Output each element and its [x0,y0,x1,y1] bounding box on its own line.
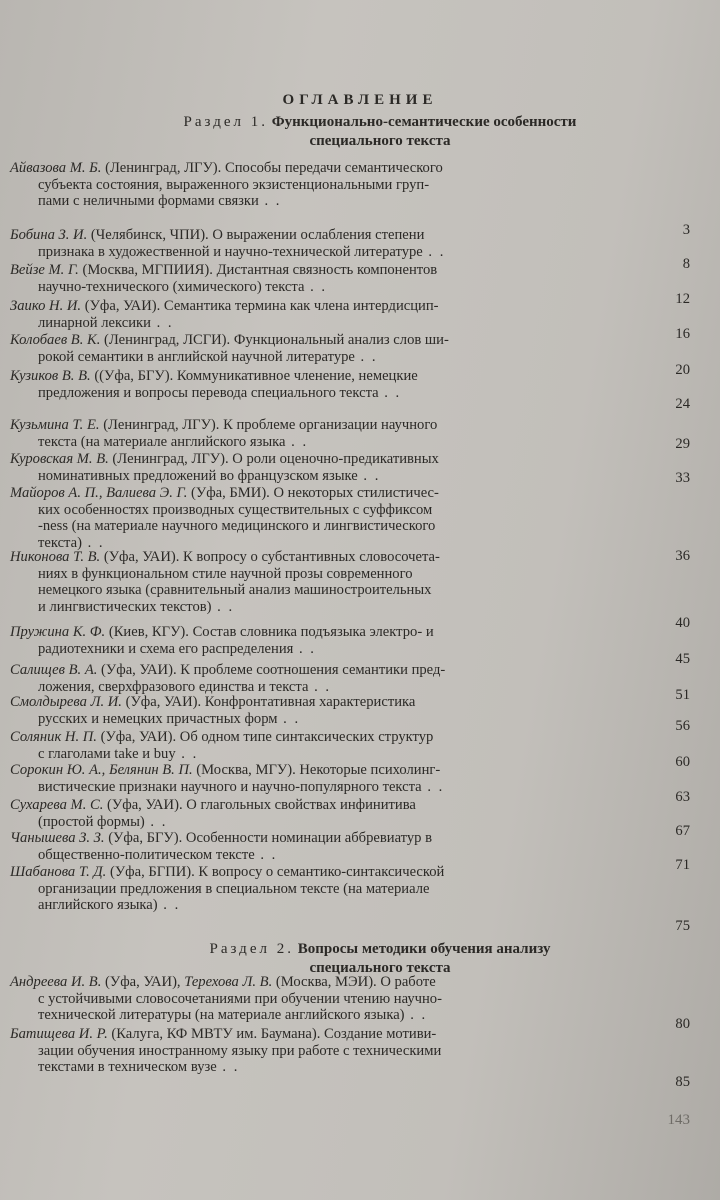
toc-entry-continuation: с устойчивыми словосочетаниями при обучении чтению научно- [38,990,442,1007]
toc-entry-text: (Уфа, БМИ). О некоторых стилистичес- [187,485,439,501]
toc-page-number: 80 [675,1016,690,1032]
toc-entry [10,451,630,484]
toc-entry-author: Салищев В. А. [10,662,98,678]
dot-leader: . . [285,433,309,450]
toc-entry-continuation: организации предложения в специальном тексте (на материале [38,880,430,897]
toc-entry-first-line [10,1026,630,1043]
toc-page-number: 60 [675,754,690,770]
toc-entry-author: Айвазова М. Б. [10,160,102,176]
toc-entry-author: Куровская М. В. [10,451,109,467]
toc-entry-text: (Ленинград, ЛГУ). К проблеме организации научного [99,417,438,433]
toc-entry-continuation: номинативных предложений во французском языке . . [38,467,381,484]
toc-entry-text: (Уфа, УАИ). О глагольных свойствах инфинитива [103,797,416,813]
toc-entry-first-line [10,298,630,315]
toc-page-number: 45 [675,651,690,667]
dot-leader: . . [157,897,181,914]
toc-page-number: 56 [675,718,690,734]
toc-entry-continuation: вистические признаки научного и научно-популярного текста . . [38,778,445,795]
toc-entry-first-line [10,417,630,434]
section-1-title-line1: Функционально-семантические особенности [271,114,577,130]
toc-entry-author: Бобина З. И. [10,227,88,243]
dot-leader: . . [211,598,235,615]
toc-entry-first-line [10,549,630,566]
toc-entry-first-line [10,797,630,814]
dot-leader: . . [421,778,445,795]
toc-entry-continuation: текста) . . [38,534,105,551]
toc-entry-author: Шабанова Т. Д. [10,864,107,880]
section-2-title-line1: Вопросы методики обучения анализу [297,941,551,957]
toc-entry-text: (Калуга, КФ МВТУ им. Баумана). Создание мотиви- [107,1026,437,1042]
toc-entry-first-line [10,332,630,349]
toc-entry-text: (Уфа, УАИ), [101,974,185,990]
toc-entry-text: (Уфа, УАИ). К проблеме соотношения семантики пред- [97,662,446,678]
section-2-heading [60,940,700,978]
toc-entry [10,368,630,401]
toc-entry-text: (Уфа, УАИ). Семантика термина как члена интердисцип- [81,298,439,314]
toc-entry-first-line [10,974,630,991]
toc-entry [10,830,630,863]
toc-entry-author: Соляник Н. П. [10,729,97,745]
toc-page-number: 20 [675,362,690,378]
toc-entry-continuation: зации обучения иностранному языку при работе с техническими [38,1042,442,1059]
toc-page-number: 3 [682,222,690,238]
toc-entry-text: ((Уфа, БГУ). Коммуникативное членение, немецкие [90,368,418,384]
dot-leader: . . [277,710,301,727]
dot-leader: . . [293,640,316,657]
section-1-heading [60,113,700,151]
toc-entry-continuation: предложения и вопросы перевода специального текста . . [38,384,402,401]
toc-entry-continuation: русских и немецких причастных форм . . [38,710,301,727]
toc-page-number: 33 [675,470,690,486]
page-title: ОГЛАВЛЕНИЕ [282,92,438,108]
dot-leader: . . [216,1059,240,1076]
toc-entry [10,262,630,295]
toc-entry-continuation: и лингвистических текстов) . . [38,598,235,615]
toc-entry-author: Сорокин Ю. А., Белянин В. П. [10,762,193,778]
toc-entry-text: (Уфа, БГПИ). К вопросу о семантико-синтаксической [106,864,445,880]
toc-entry-first-line [10,262,630,279]
toc-entry-first-line [10,160,630,177]
dot-leader: . . [150,314,174,331]
dot-leader: . . [357,467,381,484]
dot-leader: . . [304,278,328,295]
toc-entry-continuation: с глаголами take и buy . . [38,745,199,762]
toc-entry-text: (Уфа, БГУ). Особенности номинации аббревиатур в [104,830,433,846]
toc-entry-continuation: текстами в техническом вузе . . [38,1059,240,1076]
toc-entry-first-line [10,624,630,641]
toc-entry [10,332,630,365]
toc-entry-author: Никонова Т. В. [10,549,101,565]
toc-entry-first-line [10,485,630,502]
toc-page-number: 16 [675,326,690,342]
toc-page-number: 67 [675,823,690,839]
toc-entry-text: (Уфа, УАИ). Конфронтативная характеристика [121,694,416,710]
toc-entry-first-line [10,729,630,746]
dot-leader: . . [378,384,402,401]
toc-entry-continuation: ложения, сверхфразового единства и текста . . [38,678,332,695]
dot-leader: . . [404,1007,428,1024]
toc-page-number: 75 [675,918,690,934]
toc-entry-continuation: технической литературы (на материале английского языка) . . [38,1007,428,1024]
toc-entry [10,485,630,551]
toc-entry-first-line [10,830,630,847]
toc-entry [10,549,630,615]
dot-leader: . . [254,846,278,863]
toc-entry-author: Кузиков В. В. [10,368,91,384]
toc-page-number: 24 [675,396,690,412]
toc-entry [10,864,630,914]
toc-entry-continuation: рокой семантики в английской научной литературе . . [38,348,378,365]
toc-entry-first-line [10,864,630,881]
toc-entry-continuation: немецкого языка (сравнительный анализ машиностроительных [38,582,432,599]
toc-page-number: 71 [675,857,690,873]
toc-entry-continuation: (простой формы) . . [38,813,168,830]
toc-entry-author: Вейзе М. Г. [10,262,79,278]
toc-entry-text: (Москва, МГПИИЯ). Дистантная связность компонентов [78,262,438,278]
toc-entry-continuation: ниях в функциональном стиле научной прозы современного [38,565,413,582]
toc-entry [10,298,630,331]
toc-entry [10,1026,630,1076]
toc-entry-author: Колобаев В. К. [10,332,101,348]
toc-page-number: 85 [675,1074,690,1090]
toc-entry [10,762,630,795]
toc-entry-continuation: субъекта состояния, выраженного экзистенциональными груп- [38,176,430,193]
toc-entry-author: Пружина К. Ф. [10,624,106,640]
toc-entry-continuation: английского языка) . . [38,897,181,914]
toc-entry [10,417,630,450]
toc-entry-first-line [10,451,630,468]
toc-entry-text: (Ленинград, ЛГУ). О роли оценочно-предикативных [108,451,439,467]
toc-entry-first-line [10,227,630,244]
toc-entry-author: Смолдырева Л. И. [10,694,122,710]
dot-leader: . . [422,243,446,260]
toc-entry-author: Чанышева З. З. [10,830,105,846]
dot-leader: . . [308,678,332,695]
toc-entry-author: Заико Н. И. [10,298,82,314]
toc-entry-author: Андреева И. В. [10,974,102,990]
toc-entry [10,729,630,762]
toc-entry [10,662,630,695]
toc-entry-continuation: признака в художественной и научно-технической литературе . . [38,243,446,260]
toc-entry-author: Майоров А. П., Валиева Э. Г. [10,485,188,501]
toc-page-number: 36 [675,548,690,564]
toc-page-number: 63 [675,789,690,805]
toc-entry-first-line [10,662,630,679]
folio-page-number: 143 [667,1112,690,1128]
section-2-label: Раздел 2. [209,941,294,957]
section-2-title-line2: специального текста [309,960,451,976]
toc-entry-continuation: линарной лексики . . [38,314,174,331]
toc-entry-text-cont: (Москва, МЭИ). О работе [272,974,436,990]
toc-entry-text: (Челябинск, ЧПИ). О выражении ослабления степени [87,227,425,243]
dot-leader: . . [144,813,168,830]
toc-entry [10,694,630,727]
toc-page-number: 8 [682,256,690,272]
toc-entry-first-line [10,762,630,779]
toc-entry-first-line [10,694,630,711]
toc-entry-coauthor: Терехова Л. В. [184,974,273,990]
toc-page-number: 12 [675,291,690,307]
toc-entry [10,624,630,657]
toc-entry [10,227,630,260]
toc-entry-continuation: текста (на материале английского языка . . [38,433,309,450]
toc-entry-continuation: ких особенностях производных существительных с суффиксом [38,501,433,518]
toc-entry [10,160,630,210]
toc-entry-first-line [10,368,630,385]
toc-entry-text: (Киев, КГУ). Состав словника подъязыка электро- и [105,624,434,640]
toc-entry-text: (Уфа, УАИ). Об одном типе синтаксических структур [96,729,434,745]
toc-entry-continuation: научно-технического (химического) текста . . [38,278,328,295]
toc-page-number: 29 [675,436,690,452]
toc-entry-author: Кузьмина Т. Е. [10,417,100,433]
section-1-title-line2: специального текста [309,133,451,149]
dot-leader: . . [175,745,199,762]
toc-entry-author: Сухарева М. С. [10,797,104,813]
toc-entry-text: (Уфа, УАИ). К вопросу о субстантивных словосочета- [100,549,440,565]
toc-entry-text: (Москва, МГУ). Некоторые психолинг- [192,762,441,778]
toc-page-number: 51 [675,687,690,703]
dot-leader: . . [354,348,378,365]
dot-leader: . . [258,193,282,210]
toc-entry-continuation: -ness (на материале научного медицинского и лингвистического [38,518,436,535]
toc-entry-continuation: пами с неличными формами связки . . [38,193,282,210]
toc-entry-text: (Ленинград, ЛГУ). Способы передачи семантического [101,160,443,176]
toc-page-number: 40 [675,615,690,631]
toc-entry-continuation: радиотехники и схема его распределения . . [38,640,316,657]
toc-entry [10,974,630,1024]
toc-entry-continuation: общественно-политическом тексте . . [38,846,278,863]
dot-leader: . . [81,534,105,551]
toc-entry-text: (Ленинград, ЛСГИ). Функциональный анализ слов ши- [100,332,449,348]
toc-entry [10,797,630,830]
toc-entry-author: Батищева И. Р. [10,1026,108,1042]
section-1-label: Раздел 1. [183,114,268,130]
